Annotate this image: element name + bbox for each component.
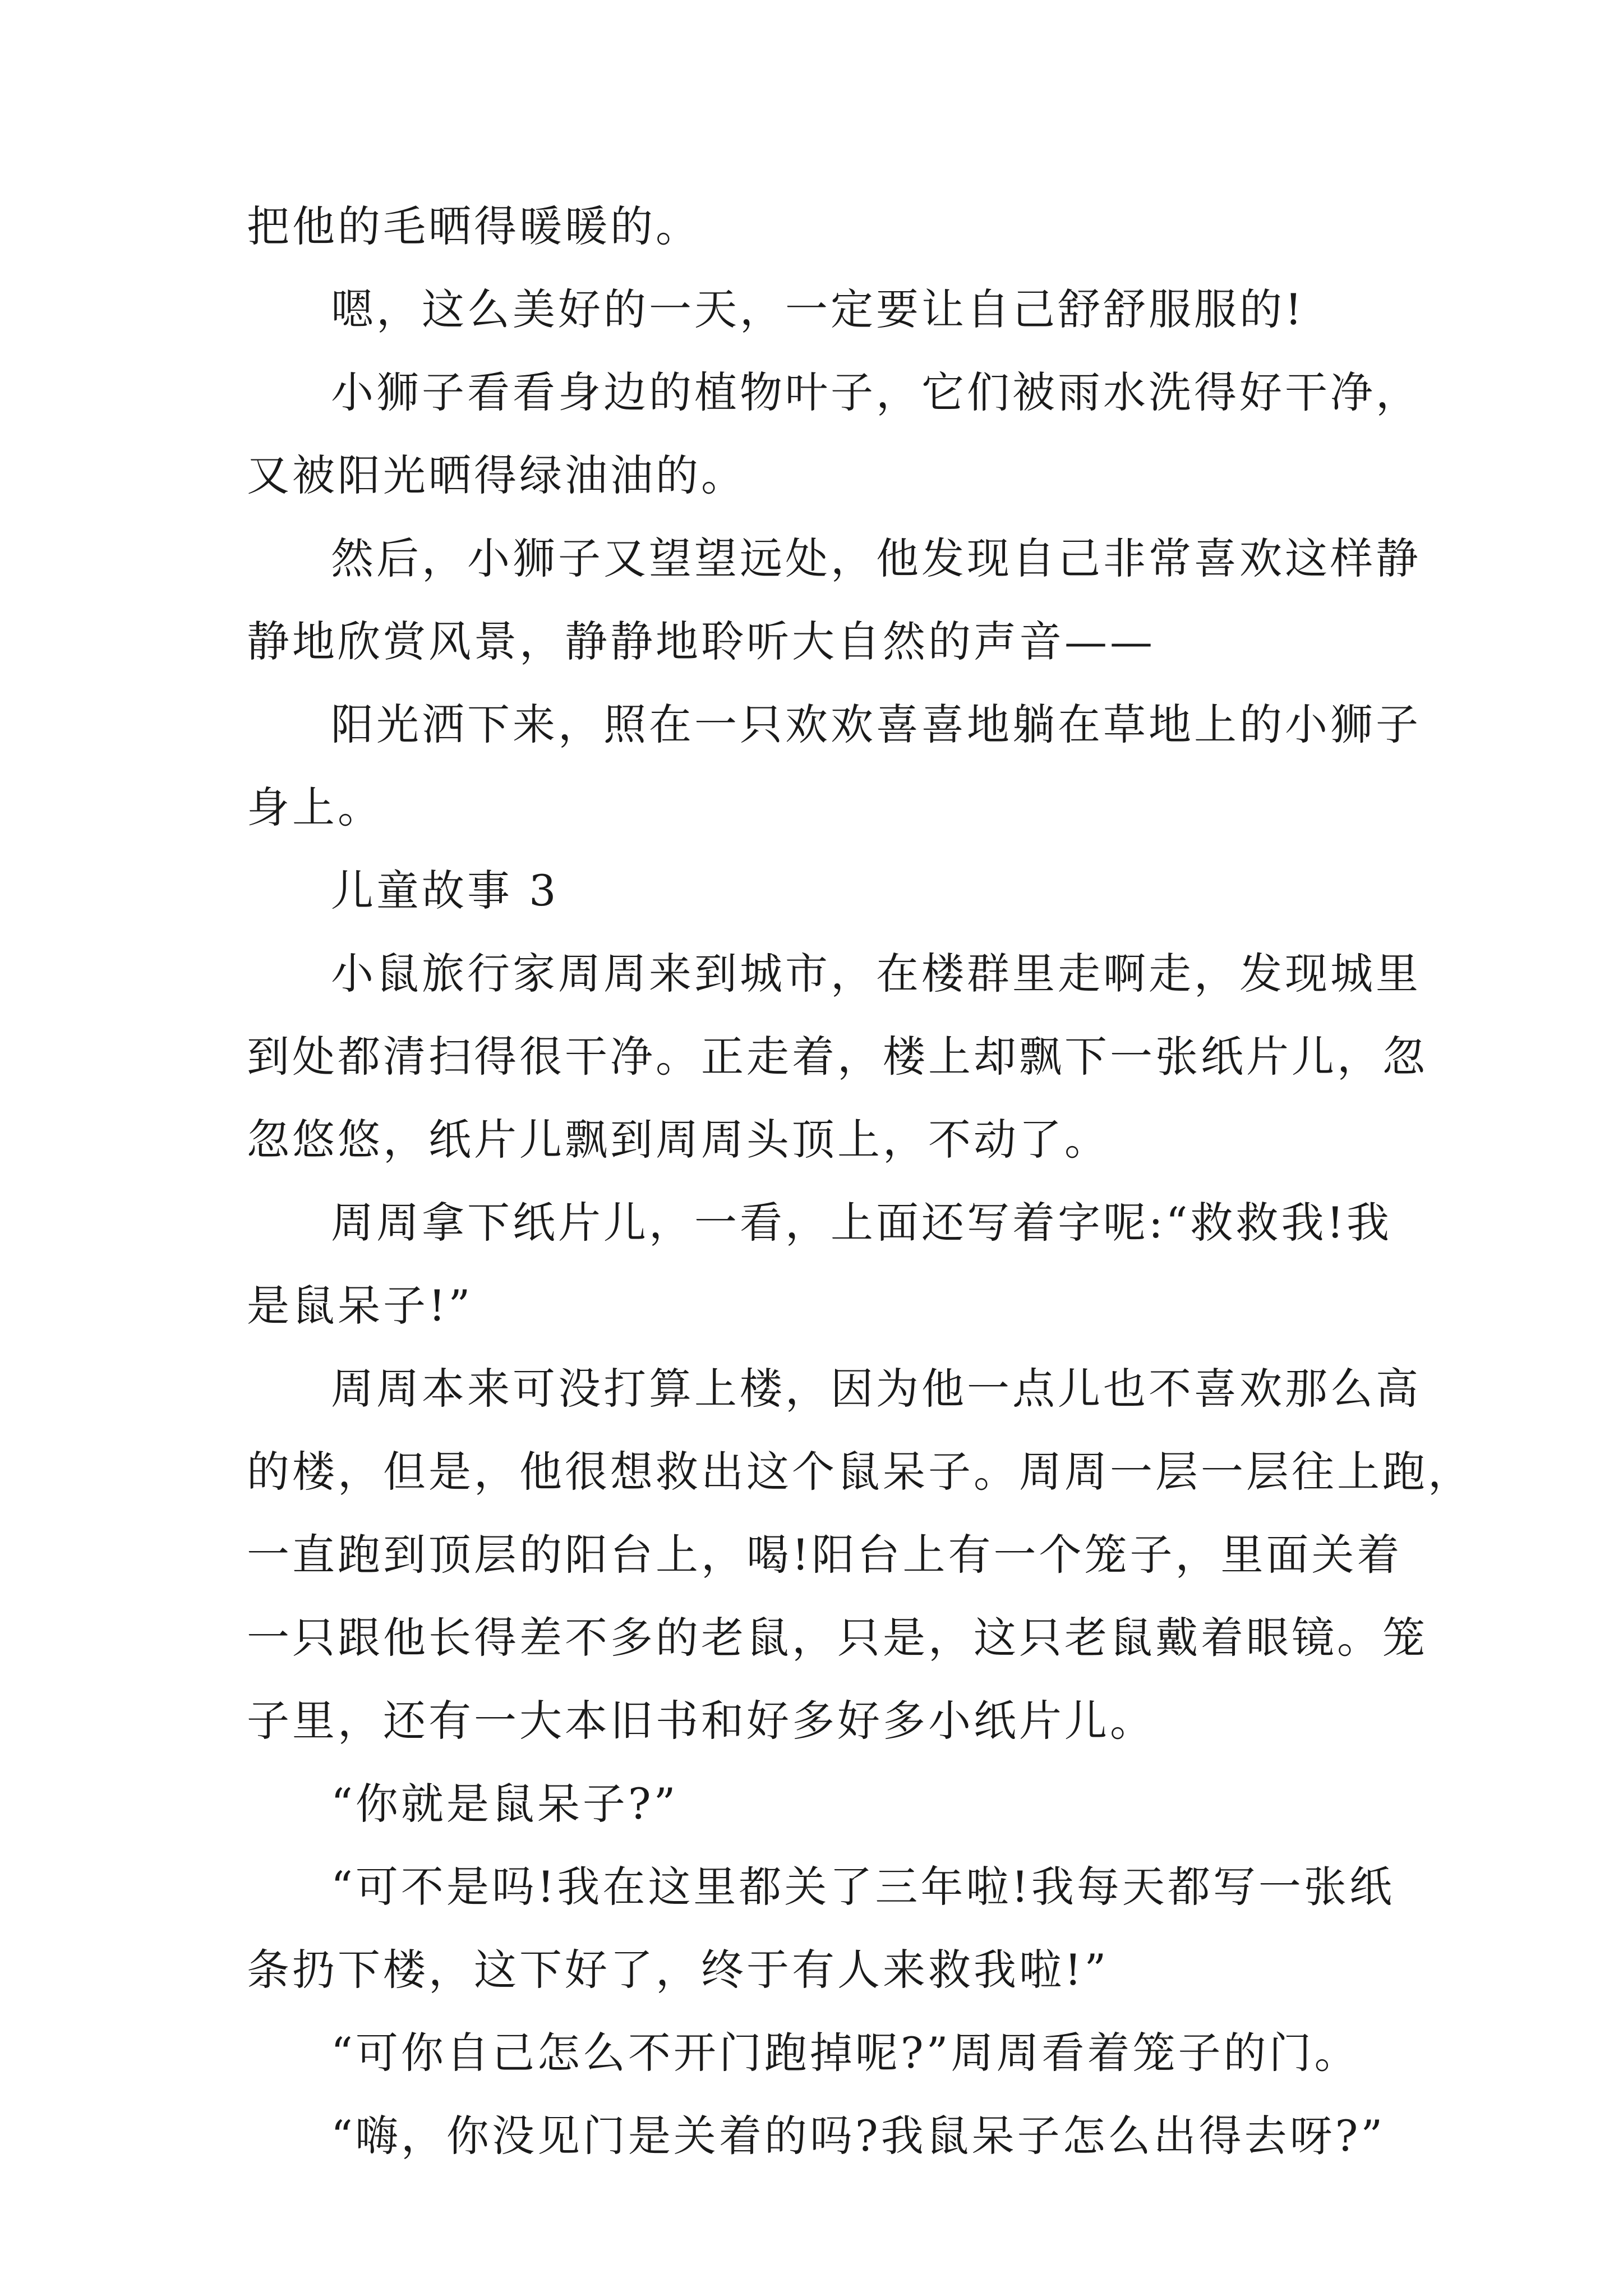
text-line: “嗨，你没见门是关着的吗?我鼠呆子怎么出得去呀?” (331, 2111, 1386, 2161)
text-line: 阳光洒下来，照在一只欢欢喜喜地躺在草地上的小狮子 (331, 700, 1421, 749)
text-line: 小狮子看看身边的植物叶子，它们被雨水洗得好干净， (331, 367, 1421, 417)
text-line: “可你自己怎么不开门跑掉呢?”周周看着笼子的门。 (331, 2028, 1360, 2078)
text-line: 一只跟他长得差不多的老鼠，只是，这只老鼠戴着眼镜。笼 (247, 1613, 1428, 1663)
text-line: 条扔下楼，这下好了，终于有人来救我啦!” (247, 1945, 1109, 1995)
text-line: 把他的毛晒得暖暖的。 (247, 201, 701, 251)
text-line: 周周本来可没打算上楼，因为他一点儿也不喜欢那么高 (331, 1364, 1421, 1414)
text-line: “可不是吗!我在这里都关了三年啦!我每天都写一张纸 (331, 1862, 1395, 1912)
text-line: 周周拿下纸片儿，一看，上面还写着字呢:“救救我!我 (331, 1198, 1392, 1248)
text-line: 小鼠旅行家周周来到城市，在楼群里走啊走，发现城里 (331, 949, 1421, 999)
story-text (247, 185, 1473, 2178)
section-heading: 儿童故事 3 (331, 866, 559, 915)
text-line: 身上。 (247, 783, 383, 832)
text-line: 是鼠呆子!” (247, 1281, 473, 1331)
text-line: “你就是鼠呆子?” (331, 1779, 679, 1829)
text-line: 子里，还有一大本旧书和好多好多小纸片儿。 (247, 1696, 1155, 1746)
text-line: 静地欣赏风景，静静地聆听大自然的声音—— (247, 616, 1155, 666)
text-line: 嗯，这么美好的一天，一定要让自己舒舒服服的! (331, 284, 1305, 334)
text-line: 忽悠悠，纸片儿飘到周周头顶上，不动了。 (247, 1115, 1110, 1165)
text-line: 又被阳光晒得绿油油的。 (247, 450, 746, 500)
text-line: 然后，小狮子又望望远处，他发现自己非常喜欢这样静 (331, 533, 1421, 583)
text-line: 到处都清扫得很干净。正走着，楼上却飘下一张纸片儿，忽 (247, 1032, 1428, 1082)
text-line: 一直跑到顶层的阳台上，喝!阳台上有一个笼子，里面关着 (247, 1530, 1403, 1580)
text-line: 的楼，但是，他很想救出这个鼠呆子。周周一层一层往上跑， (247, 1447, 1473, 1497)
